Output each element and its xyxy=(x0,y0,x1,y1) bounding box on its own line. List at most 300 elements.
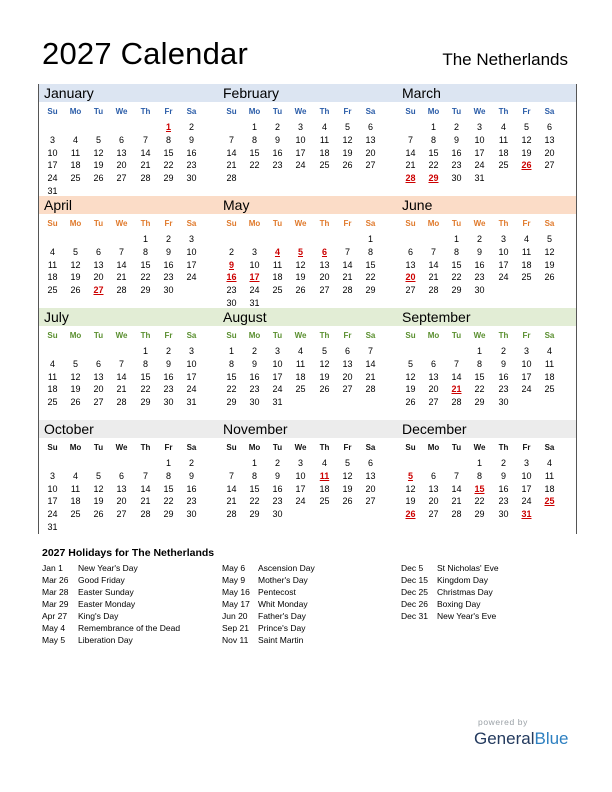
day-cell[interactable]: 13 xyxy=(342,358,353,369)
day-cell[interactable]: 2 xyxy=(453,122,459,132)
day-cell[interactable]: 12 xyxy=(93,483,104,494)
day-cell[interactable]: 22 xyxy=(163,496,174,507)
day-cell[interactable]: 2 xyxy=(251,346,257,356)
day-cell[interactable]: 18 xyxy=(272,272,283,283)
day-cell[interactable]: 2 xyxy=(500,458,506,468)
day-cell[interactable]: 19 xyxy=(319,371,330,382)
day-cell[interactable]: 17 xyxy=(474,147,485,158)
day-cell[interactable]: 28 xyxy=(226,509,237,520)
day-cell[interactable]: 2 xyxy=(188,122,194,132)
day-cell[interactable]: 24 xyxy=(521,496,532,507)
day-cell[interactable]: 25 xyxy=(521,272,532,283)
day-cell[interactable]: 30 xyxy=(451,173,462,184)
day-cell[interactable]: 9 xyxy=(274,134,280,145)
day-cell[interactable]: 25 xyxy=(544,384,555,395)
holiday-day[interactable]: 26 xyxy=(521,160,532,171)
day-cell[interactable]: 21 xyxy=(342,272,353,283)
day-cell[interactable]: 23 xyxy=(163,272,174,283)
day-cell[interactable]: 22 xyxy=(428,160,439,171)
day-cell[interactable]: 23 xyxy=(186,160,197,171)
day-cell[interactable]: 17 xyxy=(295,483,306,494)
day-cell[interactable]: 5 xyxy=(72,358,78,369)
day-cell[interactable]: 1 xyxy=(165,458,171,468)
day-cell[interactable]: 19 xyxy=(295,272,306,283)
day-cell[interactable]: 10 xyxy=(521,470,532,481)
day-cell[interactable]: 10 xyxy=(47,483,58,494)
day-cell[interactable]: 2 xyxy=(228,246,234,257)
day-cell[interactable]: 11 xyxy=(544,470,555,481)
day-cell[interactable]: 3 xyxy=(523,346,529,356)
day-cell[interactable]: 11 xyxy=(70,147,81,158)
day-cell[interactable]: 13 xyxy=(365,134,376,145)
day-cell[interactable]: 13 xyxy=(428,371,439,382)
day-cell[interactable]: 7 xyxy=(228,470,234,481)
day-cell[interactable]: 18 xyxy=(47,272,58,283)
day-cell[interactable]: 19 xyxy=(93,160,104,171)
day-cell[interactable]: 17 xyxy=(47,160,58,171)
day-cell[interactable]: 29 xyxy=(163,509,174,520)
day-cell[interactable]: 7 xyxy=(142,470,148,481)
day-cell[interactable]: 9 xyxy=(476,246,482,257)
day-cell[interactable]: 8 xyxy=(476,470,482,481)
day-cell[interactable]: 16 xyxy=(474,259,485,270)
day-cell[interactable]: 7 xyxy=(430,246,436,257)
day-cell[interactable]: 23 xyxy=(272,160,283,171)
day-cell[interactable]: 7 xyxy=(453,358,459,369)
day-cell[interactable]: 6 xyxy=(367,122,373,132)
day-cell[interactable]: 2 xyxy=(188,458,194,468)
holiday-day[interactable]: 26 xyxy=(405,509,416,520)
day-cell[interactable]: 10 xyxy=(186,246,197,257)
day-cell[interactable]: 30 xyxy=(163,285,174,296)
day-cell[interactable]: 7 xyxy=(118,358,124,369)
day-cell[interactable]: 8 xyxy=(367,246,373,257)
day-cell[interactable]: 4 xyxy=(546,458,552,468)
day-cell[interactable]: 1 xyxy=(142,234,148,244)
day-cell[interactable]: 23 xyxy=(272,496,283,507)
day-cell[interactable]: 16 xyxy=(163,371,174,382)
day-cell[interactable]: 3 xyxy=(274,346,280,356)
day-cell[interactable]: 6 xyxy=(430,470,436,481)
holiday-day[interactable]: 4 xyxy=(274,246,280,257)
day-cell[interactable]: 4 xyxy=(72,470,78,481)
day-cell[interactable]: 8 xyxy=(251,470,257,481)
day-cell[interactable]: 5 xyxy=(344,122,350,132)
day-cell[interactable]: 23 xyxy=(249,384,260,395)
day-cell[interactable]: 5 xyxy=(407,358,413,369)
day-cell[interactable]: 10 xyxy=(272,358,283,369)
day-cell[interactable]: 14 xyxy=(428,259,439,270)
day-cell[interactable]: 4 xyxy=(297,346,303,356)
day-cell[interactable]: 7 xyxy=(407,134,413,145)
day-cell[interactable]: 2 xyxy=(165,346,171,356)
day-cell[interactable]: 30 xyxy=(272,509,283,520)
day-cell[interactable]: 26 xyxy=(93,173,104,184)
day-cell[interactable]: 30 xyxy=(498,397,509,408)
day-cell[interactable]: 13 xyxy=(116,483,127,494)
day-cell[interactable]: 8 xyxy=(142,358,148,369)
day-cell[interactable]: 9 xyxy=(188,470,194,481)
day-cell[interactable]: 27 xyxy=(365,496,376,507)
holiday-day[interactable]: 15 xyxy=(474,483,485,494)
holiday-day[interactable]: 25 xyxy=(544,496,555,507)
day-cell[interactable]: 19 xyxy=(70,272,81,283)
day-cell[interactable]: 21 xyxy=(451,496,462,507)
day-cell[interactable]: 30 xyxy=(474,285,485,296)
day-cell[interactable]: 18 xyxy=(319,483,330,494)
day-cell[interactable]: 17 xyxy=(47,496,58,507)
day-cell[interactable]: 10 xyxy=(295,134,306,145)
day-cell[interactable]: 14 xyxy=(226,147,237,158)
day-cell[interactable]: 10 xyxy=(47,147,58,158)
day-cell[interactable]: 5 xyxy=(321,346,327,356)
day-cell[interactable]: 12 xyxy=(70,371,81,382)
day-cell[interactable]: 8 xyxy=(476,358,482,369)
day-cell[interactable]: 16 xyxy=(186,147,197,158)
day-cell[interactable]: 20 xyxy=(319,272,330,283)
day-cell[interactable]: 27 xyxy=(428,397,439,408)
day-cell[interactable]: 11 xyxy=(272,259,283,270)
day-cell[interactable]: 30 xyxy=(498,509,509,520)
day-cell[interactable]: 7 xyxy=(118,246,124,257)
day-cell[interactable]: 10 xyxy=(186,358,197,369)
day-cell[interactable]: 19 xyxy=(342,483,353,494)
day-cell[interactable]: 6 xyxy=(546,122,552,132)
day-cell[interactable]: 22 xyxy=(249,160,260,171)
day-cell[interactable]: 31 xyxy=(249,298,260,308)
day-cell[interactable]: 11 xyxy=(521,246,532,257)
day-cell[interactable]: 6 xyxy=(407,246,413,257)
day-cell[interactable]: 18 xyxy=(521,259,532,270)
day-cell[interactable]: 25 xyxy=(319,160,330,171)
day-cell[interactable]: 22 xyxy=(474,496,485,507)
day-cell[interactable]: 31 xyxy=(47,522,58,532)
day-cell[interactable]: 26 xyxy=(70,285,81,296)
day-cell[interactable]: 18 xyxy=(47,384,58,395)
day-cell[interactable]: 6 xyxy=(430,358,436,369)
day-cell[interactable]: 11 xyxy=(47,259,58,270)
day-cell[interactable]: 1 xyxy=(251,458,257,468)
day-cell[interactable]: 24 xyxy=(474,160,485,171)
day-cell[interactable]: 16 xyxy=(272,147,283,158)
day-cell[interactable]: 1 xyxy=(453,234,459,244)
day-cell[interactable]: 15 xyxy=(226,371,237,382)
day-cell[interactable]: 15 xyxy=(140,259,151,270)
day-cell[interactable]: 16 xyxy=(272,483,283,494)
day-cell[interactable]: 20 xyxy=(342,371,353,382)
day-cell[interactable]: 1 xyxy=(476,346,482,356)
day-cell[interactable]: 20 xyxy=(93,272,104,283)
day-cell[interactable]: 27 xyxy=(365,160,376,171)
day-cell[interactable]: 17 xyxy=(186,259,197,270)
day-cell[interactable]: 26 xyxy=(295,285,306,296)
day-cell[interactable]: 14 xyxy=(451,483,462,494)
day-cell[interactable]: 16 xyxy=(498,371,509,382)
day-cell[interactable]: 28 xyxy=(116,397,127,408)
day-cell[interactable]: 15 xyxy=(140,371,151,382)
day-cell[interactable]: 28 xyxy=(451,397,462,408)
day-cell[interactable]: 29 xyxy=(226,397,237,408)
day-cell[interactable]: 6 xyxy=(367,458,373,468)
day-cell[interactable]: 28 xyxy=(342,285,353,296)
day-cell[interactable]: 5 xyxy=(72,246,78,257)
day-cell[interactable]: 8 xyxy=(165,470,171,481)
day-cell[interactable]: 28 xyxy=(365,384,376,395)
day-cell[interactable]: 9 xyxy=(274,470,280,481)
day-cell[interactable]: 10 xyxy=(249,259,260,270)
day-cell[interactable]: 17 xyxy=(521,371,532,382)
day-cell[interactable]: 23 xyxy=(163,384,174,395)
day-cell[interactable]: 22 xyxy=(163,160,174,171)
day-cell[interactable]: 9 xyxy=(500,470,506,481)
day-cell[interactable]: 11 xyxy=(70,483,81,494)
day-cell[interactable]: 27 xyxy=(116,173,127,184)
day-cell[interactable]: 3 xyxy=(297,458,303,468)
day-cell[interactable]: 23 xyxy=(186,496,197,507)
day-cell[interactable]: 22 xyxy=(451,272,462,283)
holiday-day[interactable]: 5 xyxy=(297,246,303,257)
day-cell[interactable]: 20 xyxy=(116,160,127,171)
day-cell[interactable]: 29 xyxy=(163,173,174,184)
day-cell[interactable]: 20 xyxy=(428,496,439,507)
day-cell[interactable]: 4 xyxy=(49,358,55,369)
holiday-day[interactable]: 16 xyxy=(226,272,237,283)
day-cell[interactable]: 3 xyxy=(188,346,194,356)
day-cell[interactable]: 30 xyxy=(249,397,260,408)
day-cell[interactable]: 13 xyxy=(93,259,104,270)
day-cell[interactable]: 30 xyxy=(163,397,174,408)
day-cell[interactable]: 23 xyxy=(451,160,462,171)
day-cell[interactable]: 22 xyxy=(226,384,237,395)
day-cell[interactable]: 9 xyxy=(251,358,257,369)
day-cell[interactable]: 29 xyxy=(140,285,151,296)
day-cell[interactable]: 13 xyxy=(116,147,127,158)
day-cell[interactable]: 12 xyxy=(342,134,353,145)
day-cell[interactable]: 21 xyxy=(226,496,237,507)
day-cell[interactable]: 24 xyxy=(186,272,197,283)
day-cell[interactable]: 17 xyxy=(186,371,197,382)
day-cell[interactable]: 31 xyxy=(272,397,283,408)
day-cell[interactable]: 11 xyxy=(47,371,58,382)
day-cell[interactable]: 28 xyxy=(226,173,237,184)
day-cell[interactable]: 13 xyxy=(319,259,330,270)
day-cell[interactable]: 19 xyxy=(405,384,416,395)
day-cell[interactable]: 21 xyxy=(140,496,151,507)
day-cell[interactable]: 10 xyxy=(498,246,509,257)
day-cell[interactable]: 28 xyxy=(428,285,439,296)
day-cell[interactable]: 4 xyxy=(49,246,55,257)
day-cell[interactable]: 2 xyxy=(274,122,280,132)
holiday-day[interactable]: 6 xyxy=(321,246,327,257)
day-cell[interactable]: 4 xyxy=(546,346,552,356)
day-cell[interactable]: 19 xyxy=(544,259,555,270)
day-cell[interactable]: 12 xyxy=(405,371,416,382)
day-cell[interactable]: 20 xyxy=(116,496,127,507)
day-cell[interactable]: 15 xyxy=(474,371,485,382)
day-cell[interactable]: 16 xyxy=(249,371,260,382)
day-cell[interactable]: 14 xyxy=(226,483,237,494)
day-cell[interactable]: 9 xyxy=(500,358,506,369)
day-cell[interactable]: 2 xyxy=(274,458,280,468)
day-cell[interactable]: 23 xyxy=(474,272,485,283)
day-cell[interactable]: 21 xyxy=(116,272,127,283)
day-cell[interactable]: 6 xyxy=(95,358,101,369)
day-cell[interactable]: 3 xyxy=(251,246,257,257)
day-cell[interactable]: 11 xyxy=(295,358,306,369)
day-cell[interactable]: 14 xyxy=(116,371,127,382)
day-cell[interactable]: 10 xyxy=(521,358,532,369)
day-cell[interactable]: 4 xyxy=(321,458,327,468)
day-cell[interactable]: 18 xyxy=(498,147,509,158)
day-cell[interactable]: 25 xyxy=(319,496,330,507)
day-cell[interactable]: 19 xyxy=(521,147,532,158)
day-cell[interactable]: 2 xyxy=(476,234,482,244)
day-cell[interactable]: 8 xyxy=(228,358,234,369)
day-cell[interactable]: 9 xyxy=(188,134,194,145)
day-cell[interactable]: 20 xyxy=(428,384,439,395)
day-cell[interactable]: 2 xyxy=(165,234,171,244)
day-cell[interactable]: 27 xyxy=(93,397,104,408)
day-cell[interactable]: 16 xyxy=(186,483,197,494)
day-cell[interactable]: 7 xyxy=(453,470,459,481)
day-cell[interactable]: 14 xyxy=(365,358,376,369)
day-cell[interactable]: 14 xyxy=(140,147,151,158)
holiday-day[interactable]: 29 xyxy=(428,173,439,184)
day-cell[interactable]: 24 xyxy=(272,384,283,395)
day-cell[interactable]: 9 xyxy=(165,358,171,369)
day-cell[interactable]: 24 xyxy=(295,160,306,171)
day-cell[interactable]: 4 xyxy=(321,122,327,132)
day-cell[interactable]: 7 xyxy=(344,246,350,257)
day-cell[interactable]: 6 xyxy=(344,346,350,356)
day-cell[interactable]: 3 xyxy=(49,134,55,145)
holiday-day[interactable]: 28 xyxy=(405,173,416,184)
holiday-day[interactable]: 17 xyxy=(249,272,260,283)
day-cell[interactable]: 12 xyxy=(521,134,532,145)
day-cell[interactable]: 21 xyxy=(116,384,127,395)
day-cell[interactable]: 18 xyxy=(295,371,306,382)
holiday-day[interactable]: 31 xyxy=(521,509,532,520)
day-cell[interactable]: 28 xyxy=(140,509,151,520)
day-cell[interactable]: 29 xyxy=(140,397,151,408)
day-cell[interactable]: 28 xyxy=(116,285,127,296)
day-cell[interactable]: 12 xyxy=(93,147,104,158)
day-cell[interactable]: 26 xyxy=(342,496,353,507)
holiday-day[interactable]: 20 xyxy=(405,272,416,283)
day-cell[interactable]: 22 xyxy=(140,272,151,283)
day-cell[interactable]: 24 xyxy=(498,272,509,283)
day-cell[interactable]: 19 xyxy=(405,496,416,507)
day-cell[interactable]: 27 xyxy=(319,285,330,296)
day-cell[interactable]: 5 xyxy=(523,122,529,132)
day-cell[interactable]: 25 xyxy=(47,285,58,296)
day-cell[interactable]: 4 xyxy=(500,122,506,132)
day-cell[interactable]: 3 xyxy=(476,122,482,132)
day-cell[interactable]: 18 xyxy=(70,160,81,171)
day-cell[interactable]: 5 xyxy=(344,458,350,468)
holiday-day[interactable]: 27 xyxy=(93,285,104,296)
day-cell[interactable]: 23 xyxy=(498,496,509,507)
day-cell[interactable]: 8 xyxy=(251,134,257,145)
day-cell[interactable]: 31 xyxy=(47,186,58,196)
day-cell[interactable]: 25 xyxy=(295,384,306,395)
day-cell[interactable]: 21 xyxy=(428,272,439,283)
day-cell[interactable]: 3 xyxy=(297,122,303,132)
day-cell[interactable]: 24 xyxy=(186,384,197,395)
day-cell[interactable]: 14 xyxy=(140,483,151,494)
day-cell[interactable]: 16 xyxy=(163,259,174,270)
day-cell[interactable]: 19 xyxy=(70,384,81,395)
day-cell[interactable]: 21 xyxy=(226,160,237,171)
day-cell[interactable]: 24 xyxy=(47,509,58,520)
day-cell[interactable]: 23 xyxy=(498,384,509,395)
day-cell[interactable]: 15 xyxy=(365,259,376,270)
day-cell[interactable]: 1 xyxy=(476,458,482,468)
day-cell[interactable]: 13 xyxy=(93,371,104,382)
generalblue-logo[interactable] xyxy=(474,729,569,749)
day-cell[interactable]: 7 xyxy=(142,134,148,145)
day-cell[interactable]: 15 xyxy=(249,483,260,494)
day-cell[interactable]: 26 xyxy=(319,384,330,395)
day-cell[interactable]: 4 xyxy=(523,234,529,244)
day-cell[interactable]: 24 xyxy=(521,384,532,395)
holiday-day[interactable]: 5 xyxy=(407,470,413,481)
day-cell[interactable]: 16 xyxy=(451,147,462,158)
day-cell[interactable]: 27 xyxy=(428,509,439,520)
day-cell[interactable]: 22 xyxy=(140,384,151,395)
day-cell[interactable]: 14 xyxy=(405,147,416,158)
day-cell[interactable]: 14 xyxy=(451,371,462,382)
day-cell[interactable]: 20 xyxy=(365,483,376,494)
day-cell[interactable]: 21 xyxy=(140,160,151,171)
day-cell[interactable]: 11 xyxy=(544,358,555,369)
day-cell[interactable]: 5 xyxy=(546,234,552,244)
day-cell[interactable]: 14 xyxy=(342,259,353,270)
day-cell[interactable]: 28 xyxy=(451,509,462,520)
day-cell[interactable]: 12 xyxy=(405,483,416,494)
day-cell[interactable]: 19 xyxy=(342,147,353,158)
day-cell[interactable]: 11 xyxy=(319,134,330,145)
day-cell[interactable]: 1 xyxy=(367,234,373,244)
day-cell[interactable]: 28 xyxy=(140,173,151,184)
day-cell[interactable]: 12 xyxy=(319,358,330,369)
day-cell[interactable]: 8 xyxy=(430,134,436,145)
day-cell[interactable]: 18 xyxy=(70,496,81,507)
day-cell[interactable]: 19 xyxy=(93,496,104,507)
day-cell[interactable]: 5 xyxy=(95,134,101,145)
day-cell[interactable]: 15 xyxy=(163,147,174,158)
day-cell[interactable]: 2 xyxy=(500,346,506,356)
day-cell[interactable]: 18 xyxy=(319,147,330,158)
day-cell[interactable]: 24 xyxy=(249,285,260,296)
holiday-day[interactable]: 21 xyxy=(451,384,462,395)
holiday-day[interactable]: 1 xyxy=(165,122,171,132)
day-cell[interactable]: 26 xyxy=(544,272,555,283)
day-cell[interactable]: 27 xyxy=(116,509,127,520)
day-cell[interactable]: 25 xyxy=(47,397,58,408)
day-cell[interactable]: 29 xyxy=(474,397,485,408)
holiday-day[interactable]: 9 xyxy=(228,259,234,270)
day-cell[interactable]: 15 xyxy=(249,147,260,158)
day-cell[interactable]: 27 xyxy=(405,285,416,296)
day-cell[interactable]: 25 xyxy=(70,509,81,520)
day-cell[interactable]: 10 xyxy=(295,470,306,481)
day-cell[interactable]: 17 xyxy=(295,147,306,158)
day-cell[interactable]: 30 xyxy=(186,173,197,184)
day-cell[interactable]: 26 xyxy=(342,160,353,171)
day-cell[interactable]: 8 xyxy=(453,246,459,257)
day-cell[interactable]: 29 xyxy=(365,285,376,296)
